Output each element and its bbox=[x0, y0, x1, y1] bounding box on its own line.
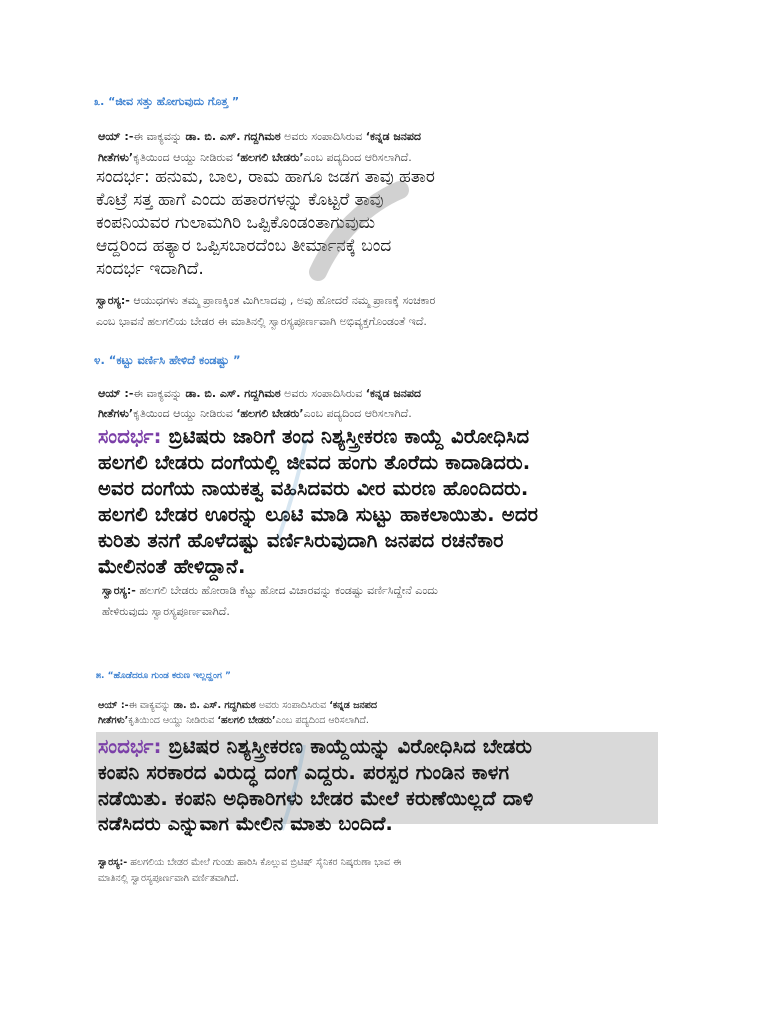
context-line: ಕುರಿತು ತನಗೆ ಹೊಳೆದಷ್ಟು ವರ್ಣಿಸಿರುವುದಾಗಿ ಜನಪದ ರಚನೆಕಾರ bbox=[98, 529, 504, 552]
context-line: ಕೊಟ್ರೆ ಸತ್ತ ಹಾಗೆ ಎಂದು ಹತಾರಗಳನ್ನು ಕೊಟ್ಟರೆ ತಾವು bbox=[96, 190, 384, 210]
context-line: ನಡೆಸಿದರು ಎನ್ನುವಾಗ ಮೇಲಿನ ಮಾತು ಬಂದಿದೆ. bbox=[98, 813, 393, 835]
context-line: ನಡೆಯಿತು. ಕಂಪನಿ ಅಧಿಕಾರಿಗಳು ಬೇಡರ ಮೇಲೆ ಕರುಣೆಯಿಲ್ಲದೆ ದಾಳಿ bbox=[98, 787, 534, 810]
rasa-line-2: ಎಂಬ ಭಾವನೆ ಹಲಗಲಿಯ ಬೇಡರ ಈ ಮಾತಿನಲ್ಲಿ ಸ್ವಾರಸ್ಯಪೂರ್ಣವಾಗಿ ಅಭಿವ್ಯಕ್ತಗೊಂಡಂತೆ ಇದೆ. bbox=[96, 315, 427, 328]
context-line: ಸಂದರ್ಭ ಇದಾಗಿದೆ. bbox=[96, 259, 204, 279]
source-line-1: ಆಯ್ :-ಈ ವಾಕ್ಯವನ್ನು ಡಾ. ಬಿ. ಎಸ್. ಗದ್ದಗಿಮಠ ಅವರು ಸಂಪಾದಿಸಿರುವ ‘ಕನ್ನಡ ಜನಪದ bbox=[98, 387, 422, 400]
context-line: ಹಲಗಲಿ ಬೇಡರು ದಂಗೆಯಲ್ಲಿ ಜೀವದ ಹಂಗು ತೊರೆದು ಕಾದಾಡಿದರು. bbox=[98, 451, 531, 474]
context-line: ಕಂಪನಿ ಸರಕಾರದ ವಿರುದ್ಧ ದಂಗೆ ಎದ್ದರು. ಪರಸ್ಪರ ಗುಂಡಿನ ಕಾಳಗ bbox=[98, 761, 510, 784]
rasa-line-2: ಹೇಳಿರುವುದು ಸ್ವಾರಸ್ಯಪೂರ್ಣವಾಗಿದೆ. bbox=[102, 605, 230, 618]
context-line: ಕಂಪನಿಯವರ ಗುಲಾಮಗಿರಿ ಒಪ್ಪಿಕೊಂಡಂತಾಗುವುದು bbox=[96, 213, 376, 233]
context-label: ಸಂದರ್ಭ: bbox=[98, 425, 162, 448]
source-line-2: ಗೀತೆಗಳು’ಕೃತಿಯಿಂದ ಆಯ್ದು ನೀಡಿರುವ ‘ಹಲಗಲಿ ಬೇಡರು’ಎಂಬ ಪದ್ಯದಿಂದ ಆರಿಸಲಾಗಿದೆ. bbox=[98, 715, 369, 726]
context-line: ಸಂದರ್ಭ: ಬ್ರಿಟಿಷರ ನಿಶ್ಯಸ್ತ್ರೀಕರಣ ಕಾಯ್ದೆಯನ್ನು ವಿರೋಧಿಸಿದ ಬೇಡರು bbox=[98, 735, 533, 758]
context-line: ಅವರ ದಂಗೆಯ ನಾಯಕತ್ವ ವಹಿಸಿದವರು ವೀರ ಮರಣ ಹೊಂದಿದರು. bbox=[98, 477, 529, 500]
rasa-line-1: ಸ್ವಾರಸ್ಯ:- ಆಯುಧಗಳು ತಮ್ಮ ಪ್ರಾಣಕ್ಕಿಂತ ಮಿಗಿಲಾದವು , ಅವು ಹೋದರೆ ನಮ್ಮ ಪ್ರಾಣಕ್ಕೆ ಸಂಚಕಾರ bbox=[96, 294, 436, 307]
source-line-2: ಗೀತೆಗಳು’ಕೃತಿಯಿಂದ ಆಯ್ದು ನೀಡಿರುವ ‘ಹಲಗಲಿ ಬೇಡರು’ಎಂಬ ಪದ್ಯದಿಂದ ಆರಿಸಲಾಗಿದೆ. bbox=[98, 151, 412, 164]
source-line-1: ಆಯ್ :-ಈ ವಾಕ್ಯವನ್ನು ಡಾ. ಬಿ. ಎಸ್. ಗದ್ದಗಿಮಠ ಅವರು ಸಂಪಾದಿಸಿರುವ ‘ಕನ್ನಡ ಜನಪದ bbox=[98, 130, 422, 143]
context-line: ಹಲಗಲಿ ಬೇಡರ ಊರನ್ನು ಲೂಟಿ ಮಾಡಿ ಸುಟ್ಟು ಹಾಕಲಾಯಿತು. ಅದರ bbox=[98, 503, 539, 526]
rasa-line-1: ಸ್ವಾರಸ್ಯ:- ಹಲಗಲಿ ಬೇಡರು ಹೋರಾಡಿ ಕೆಟ್ಟು ಹೋದ ವಿಚಾರವನ್ನು ಕಂಡಷ್ಟು ವರ್ಣಿಸಿದ್ದೇನೆ ಎಂದು bbox=[102, 584, 438, 597]
rasa-line-2: ಮಾತಿನಲ್ಲಿ ಸ್ವಾರಸ್ಯಪೂರ್ಣವಾಗಿ ವರ್ಣಿತವಾಗಿದೆ. bbox=[98, 873, 239, 884]
context-line: ಆದ್ದರಿಂದ ಹತ್ಯಾರ ಒಪ್ಪಿಸಬಾರದೆಂಬ ತೀರ್ಮಾನಕ್ಕೆ ಬಂದ bbox=[96, 236, 392, 256]
context-line: ಸಂದರ್ಭ: ಬ್ರಿಟಿಷರು ಜಾರಿಗೆ ತಂದ ನಿಶ್ಯಸ್ತ್ರೀಕರಣ ಕಾಯ್ದೆ ವಿರೋಧಿಸಿದ bbox=[98, 425, 530, 448]
source-line-2: ಗೀತೆಗಳು’ಕೃತಿಯಿಂದ ಆಯ್ದು ನೀಡಿರುವ ‘ಹಲಗಲಿ ಬೇಡರು’ಎಂಬ ಪದ್ಯದಿಂದ ಆರಿಸಲಾಗಿದೆ. bbox=[98, 407, 412, 420]
section-heading: ೫. “ಹೊಡೆದರೂ ಗುಂಡ ಕರುಣ ಇಲ್ಲದ್ಹಂಗ ” bbox=[96, 671, 231, 681]
section-heading: ೪. “ಕಟ್ಟು ವರ್ಣಿಸಿ ಹೇಳಿದೆ ಕಂಡಷ್ಟು ” bbox=[94, 353, 241, 367]
source-line-1: ಆಯ್ :-ಈ ವಾಕ್ಯವನ್ನು ಡಾ. ಬಿ. ಎಸ್. ಗದ್ದಗಿಮಠ ಅವರು ಸಂಪಾದಿಸಿರುವ ‘ಕನ್ನಡ ಜನಪದ bbox=[98, 700, 377, 711]
context-line: ಸಂದರ್ಭ: ಹನುಮ, ಬಾಲ, ರಾಮ ಹಾಗೂ ಜಡಗ ತಾವು ಹತಾರ bbox=[96, 167, 435, 187]
context-line: ಮೇಲಿನಂತೆ ಹೇಳಿದ್ದಾನೆ. bbox=[98, 555, 246, 578]
rasa-line-1: ಸ್ವಾರಸ್ಯ:- ಹಲಗಲಿಯ ಬೇಡರ ಮೇಲೆ ಗುಂಡು ಹಾರಿಸಿ ಕೊಲ್ಲುವ ಬ್ರಿಟಿಷ್ ಸೈನಿಕರ ನಿಷ್ಕರುಣಾ ಭಾವ ಈ bbox=[98, 857, 402, 868]
context-label: ಸಂದರ್ಭ: bbox=[98, 735, 162, 758]
section-heading: ೩. “ಜೀವ ಸತ್ತು ಹೋಗುವುದು ಗೊತ್ತ ” bbox=[94, 95, 240, 108]
